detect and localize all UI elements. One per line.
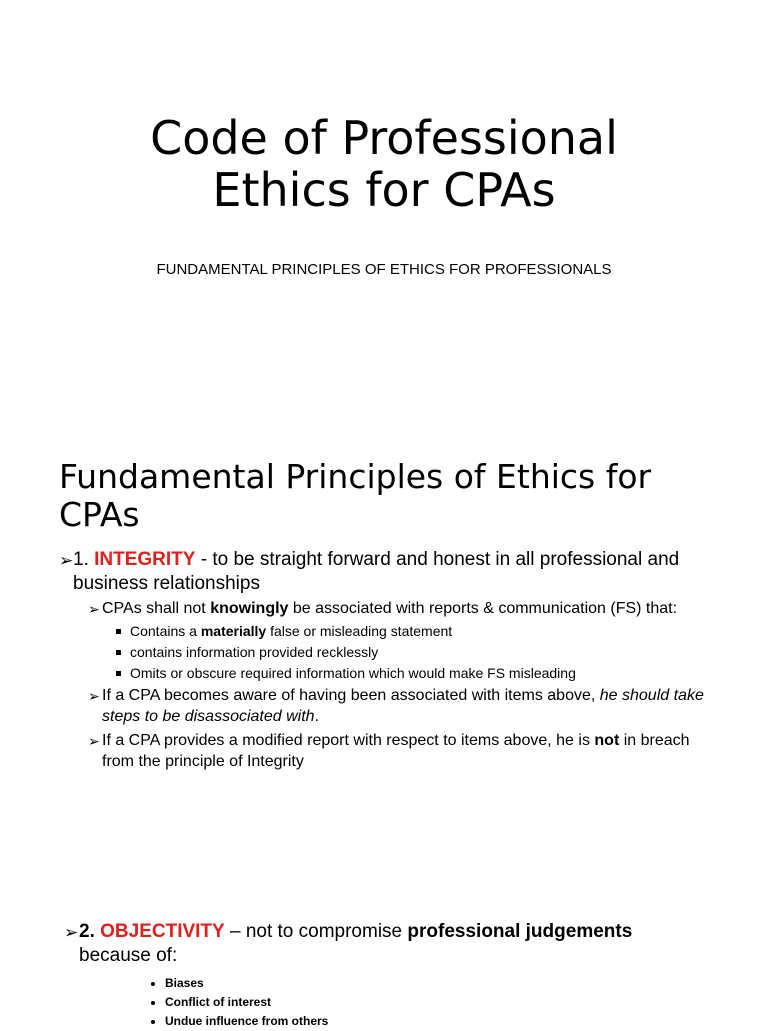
principle-number: 1.: [73, 549, 95, 570]
sub-point-disassociate: [0, 685, 768, 727]
bold-run: materially: [200, 623, 267, 639]
slide-heading: [59, 458, 739, 534]
slide-subtitle: FUNDAMENTAL PRINCIPLES OF ETHICS FOR PROFESSIONALS: [156, 261, 612, 278]
text-run: be associated with reports & communication (FS) that:: [288, 600, 678, 617]
text-run: false or misleading statement: [266, 623, 453, 639]
title-slide: [0, 0, 768, 400]
slide-body: [0, 920, 768, 1031]
text-run: If a CPA provides a modified report with respect to items above, he is: [102, 732, 595, 749]
text-run: Undue influence from others: [165, 1014, 329, 1028]
integrity-slide: [0, 420, 768, 880]
bullet-item: [0, 643, 768, 662]
dot-bullet-icon: [151, 1001, 155, 1005]
square-bullet-icon: [116, 671, 121, 676]
bullet-item: [0, 974, 768, 993]
arrow-bullet-icon: ➢: [88, 733, 100, 749]
arrow-bullet-icon: ➢: [88, 688, 100, 704]
dot-bullet-icon: [151, 982, 155, 986]
square-bullet-icon: [116, 629, 121, 634]
bold-run: knowingly: [210, 600, 289, 617]
bullet-item: [0, 664, 768, 683]
text-run: Conflict of interest: [165, 995, 272, 1009]
objectivity-slide: [0, 900, 768, 1028]
text-run: contains information provided recklessly: [130, 644, 379, 660]
text-run: Biases: [165, 976, 204, 990]
title-line-2: Ethics for CPAs: [212, 163, 556, 217]
bullet-item: [0, 622, 768, 641]
principle-integrity: [0, 548, 768, 596]
principle-keyword: OBJECTIVITY: [100, 921, 225, 942]
arrow-bullet-icon: ➢: [88, 601, 100, 617]
heading-line-1: Fundamental Principles of Ethics for: [59, 457, 652, 496]
slide-body: [0, 548, 768, 775]
principle-text-line2: because of:: [79, 945, 178, 966]
sub-point-modified-report: [0, 730, 768, 772]
title-line-1: Code of Professional: [150, 111, 618, 165]
square-bullet-icon: [116, 650, 121, 655]
principle-objectivity: [0, 920, 768, 968]
sub-point-knowingly: [0, 598, 768, 619]
principle-text: - to be straight forward and honest in all professional and business relationships: [73, 549, 680, 594]
text-run: Contains a: [130, 623, 201, 639]
text-run: CPAs shall not: [102, 600, 211, 617]
bold-run: not: [594, 732, 620, 749]
bullet-item: [0, 1012, 768, 1031]
slide-title: [0, 112, 768, 216]
dot-bullet-icon: [151, 1020, 155, 1024]
text-run: If a CPA becomes aware of having been associated with items above,: [102, 687, 600, 704]
arrow-bullet-icon: ➢: [64, 923, 79, 942]
principle-text: – not to compromise: [224, 921, 408, 942]
bold-run: professional judgements: [407, 921, 633, 942]
principle-keyword: INTEGRITY: [94, 549, 196, 570]
italic-run: he should take steps to be disassociated with: [102, 687, 704, 725]
text-run: in breach from the principle of Integrity: [102, 732, 690, 770]
text-run: .: [314, 708, 320, 725]
text-run: Omits or obscure required information which would make FS misleading: [130, 665, 576, 681]
principle-number: 2.: [79, 921, 101, 942]
bullet-item: [0, 993, 768, 1012]
heading-line-2: CPAs: [59, 495, 140, 534]
arrow-bullet-icon: ➢: [59, 551, 74, 570]
